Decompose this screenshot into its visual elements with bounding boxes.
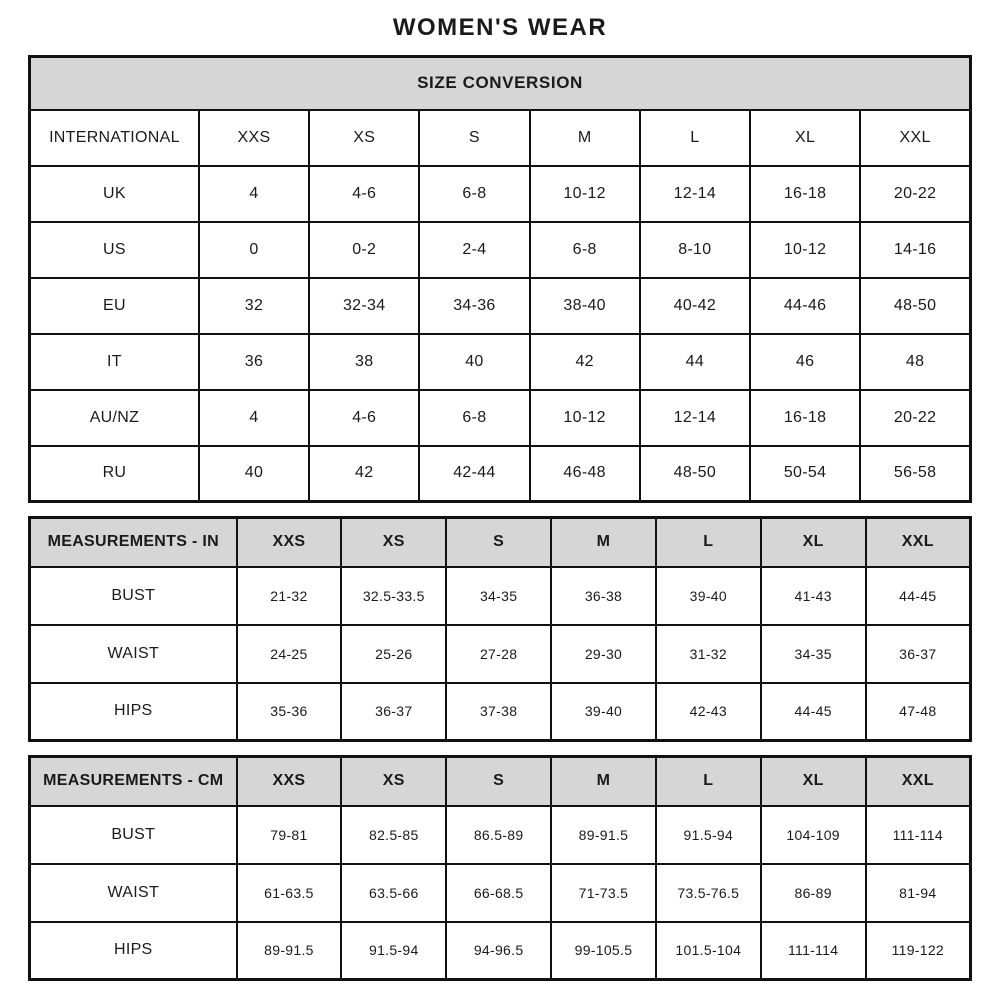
column-header: M bbox=[551, 757, 656, 806]
size-cell: 16-18 bbox=[750, 390, 860, 446]
size-cell: 32 bbox=[199, 278, 309, 334]
measurement-cell: 119-122 bbox=[866, 922, 971, 980]
size-cell: 38 bbox=[309, 334, 419, 390]
size-conversion-table bbox=[28, 55, 972, 503]
column-header: S bbox=[419, 110, 529, 166]
measurement-cell: 101.5-104 bbox=[656, 922, 761, 980]
table-row bbox=[30, 222, 971, 278]
column-header: XL bbox=[761, 518, 866, 567]
measurements-cm-title: MEASUREMENTS - CM bbox=[30, 757, 237, 806]
size-cell: 46 bbox=[750, 334, 860, 390]
size-cell: 40 bbox=[419, 334, 529, 390]
measurement-cell: 91.5-94 bbox=[341, 922, 446, 980]
size-cell: 48 bbox=[860, 334, 970, 390]
column-header: L bbox=[656, 757, 761, 806]
measurement-cell: 111-114 bbox=[761, 922, 866, 980]
measurement-cell: 36-37 bbox=[341, 683, 446, 741]
size-cell: 4-6 bbox=[309, 166, 419, 222]
size-conversion-banner: SIZE CONVERSION bbox=[30, 57, 971, 110]
row-label: AU/NZ bbox=[30, 390, 199, 446]
measurement-cell: 37-38 bbox=[446, 683, 551, 741]
size-cell: 6-8 bbox=[530, 222, 640, 278]
row-label: WAIST bbox=[30, 864, 237, 922]
measurement-cell: 81-94 bbox=[866, 864, 971, 922]
column-header: S bbox=[446, 757, 551, 806]
measurement-cell: 104-109 bbox=[761, 806, 866, 864]
size-cell: 10-12 bbox=[750, 222, 860, 278]
column-header: M bbox=[551, 518, 656, 567]
column-header: L bbox=[656, 518, 761, 567]
column-header: XXL bbox=[866, 757, 971, 806]
size-cell: 0 bbox=[199, 222, 309, 278]
measurement-cell: 94-96.5 bbox=[446, 922, 551, 980]
size-cell: 40-42 bbox=[640, 278, 750, 334]
row-label: BUST bbox=[30, 567, 237, 625]
column-header: XXS bbox=[199, 110, 309, 166]
column-header: XL bbox=[750, 110, 860, 166]
measurement-cell: 35-36 bbox=[237, 683, 342, 741]
size-cell: 42 bbox=[309, 446, 419, 502]
measurement-cell: 47-48 bbox=[866, 683, 971, 741]
measurements-cm-table bbox=[28, 755, 972, 981]
row-label: WAIST bbox=[30, 625, 237, 683]
size-cell: 56-58 bbox=[860, 446, 970, 502]
size-cell: 4-6 bbox=[309, 390, 419, 446]
column-header: S bbox=[446, 518, 551, 567]
measurement-cell: 29-30 bbox=[551, 625, 656, 683]
size-cell: 42-44 bbox=[419, 446, 529, 502]
size-cell: 8-10 bbox=[640, 222, 750, 278]
size-cell: 20-22 bbox=[860, 166, 970, 222]
measurement-cell: 27-28 bbox=[446, 625, 551, 683]
measurement-cell: 34-35 bbox=[761, 625, 866, 683]
column-header: XXS bbox=[237, 518, 342, 567]
measurement-cell: 32.5-33.5 bbox=[341, 567, 446, 625]
table-row bbox=[30, 166, 971, 222]
measurement-cell: 36-38 bbox=[551, 567, 656, 625]
size-cell: 36 bbox=[199, 334, 309, 390]
measurement-cell: 39-40 bbox=[656, 567, 761, 625]
measurement-cell: 42-43 bbox=[656, 683, 761, 741]
measurement-cell: 86-89 bbox=[761, 864, 866, 922]
measurement-cell: 89-91.5 bbox=[237, 922, 342, 980]
size-cell: 2-4 bbox=[419, 222, 529, 278]
size-cell: 10-12 bbox=[530, 390, 640, 446]
size-cell: 20-22 bbox=[860, 390, 970, 446]
row-label: RU bbox=[30, 446, 199, 502]
table-row bbox=[30, 806, 971, 864]
column-header: XXL bbox=[860, 110, 970, 166]
page-title: WOMEN'S WEAR bbox=[392, 14, 608, 41]
measurement-cell: 91.5-94 bbox=[656, 806, 761, 864]
row-label: EU bbox=[30, 278, 199, 334]
table-row bbox=[30, 446, 971, 502]
row-label: HIPS bbox=[30, 683, 237, 741]
measurement-cell: 86.5-89 bbox=[446, 806, 551, 864]
size-cell: 40 bbox=[199, 446, 309, 502]
size-cell: 12-14 bbox=[640, 166, 750, 222]
size-cell: 32-34 bbox=[309, 278, 419, 334]
size-cell: 14-16 bbox=[860, 222, 970, 278]
size-cell: 4 bbox=[199, 390, 309, 446]
size-cell: 48-50 bbox=[640, 446, 750, 502]
measurement-cell: 79-81 bbox=[237, 806, 342, 864]
table-row bbox=[30, 278, 971, 334]
size-cell: 44 bbox=[640, 334, 750, 390]
column-header: XL bbox=[761, 757, 866, 806]
table-row bbox=[30, 390, 971, 446]
table-row bbox=[30, 757, 971, 806]
measurement-cell: 44-45 bbox=[866, 567, 971, 625]
measurements-in-table bbox=[28, 516, 972, 742]
column-header: XXL bbox=[866, 518, 971, 567]
size-cell: 4 bbox=[199, 166, 309, 222]
measurement-cell: 36-37 bbox=[866, 625, 971, 683]
table-row bbox=[30, 334, 971, 390]
measurement-cell: 39-40 bbox=[551, 683, 656, 741]
table-row bbox=[30, 625, 971, 683]
row-label: US bbox=[30, 222, 199, 278]
measurement-cell: 111-114 bbox=[866, 806, 971, 864]
measurement-cell: 24-25 bbox=[237, 625, 342, 683]
column-header: XXS bbox=[237, 757, 342, 806]
measurement-cell: 71-73.5 bbox=[551, 864, 656, 922]
size-cell: 48-50 bbox=[860, 278, 970, 334]
measurement-cell: 31-32 bbox=[656, 625, 761, 683]
size-cell: 0-2 bbox=[309, 222, 419, 278]
size-cell: 6-8 bbox=[419, 390, 529, 446]
measurement-cell: 61-63.5 bbox=[237, 864, 342, 922]
table-row bbox=[30, 567, 971, 625]
measurement-cell: 99-105.5 bbox=[551, 922, 656, 980]
size-cell: 50-54 bbox=[750, 446, 860, 502]
measurement-cell: 82.5-85 bbox=[341, 806, 446, 864]
table-row bbox=[30, 864, 971, 922]
table-row bbox=[30, 57, 971, 110]
size-cell: 10-12 bbox=[530, 166, 640, 222]
measurements-in-title: MEASUREMENTS - IN bbox=[30, 518, 237, 567]
size-cell: 38-40 bbox=[530, 278, 640, 334]
row-label: HIPS bbox=[30, 922, 237, 980]
size-cell: 12-14 bbox=[640, 390, 750, 446]
measurement-cell: 66-68.5 bbox=[446, 864, 551, 922]
column-header: XS bbox=[341, 518, 446, 567]
table-row bbox=[30, 518, 971, 567]
table-row bbox=[30, 922, 971, 980]
measurement-cell: 21-32 bbox=[237, 567, 342, 625]
size-cell: 42 bbox=[530, 334, 640, 390]
measurement-cell: 73.5-76.5 bbox=[656, 864, 761, 922]
row-label: BUST bbox=[30, 806, 237, 864]
row-label: UK bbox=[30, 166, 199, 222]
size-cell: 6-8 bbox=[419, 166, 529, 222]
column-header: L bbox=[640, 110, 750, 166]
column-header: XS bbox=[341, 757, 446, 806]
size-cell: 46-48 bbox=[530, 446, 640, 502]
size-cell: 44-46 bbox=[750, 278, 860, 334]
measurement-cell: 41-43 bbox=[761, 567, 866, 625]
measurement-cell: 25-26 bbox=[341, 625, 446, 683]
measurement-cell: 63.5-66 bbox=[341, 864, 446, 922]
column-header: M bbox=[530, 110, 640, 166]
measurement-cell: 44-45 bbox=[761, 683, 866, 741]
row-label: IT bbox=[30, 334, 199, 390]
size-cell: 34-36 bbox=[419, 278, 529, 334]
column-header: INTERNATIONAL bbox=[30, 110, 199, 166]
measurement-cell: 89-91.5 bbox=[551, 806, 656, 864]
table-row bbox=[30, 683, 971, 741]
measurement-cell: 34-35 bbox=[446, 567, 551, 625]
size-cell: 16-18 bbox=[750, 166, 860, 222]
table-row bbox=[30, 110, 971, 166]
column-header: XS bbox=[309, 110, 419, 166]
